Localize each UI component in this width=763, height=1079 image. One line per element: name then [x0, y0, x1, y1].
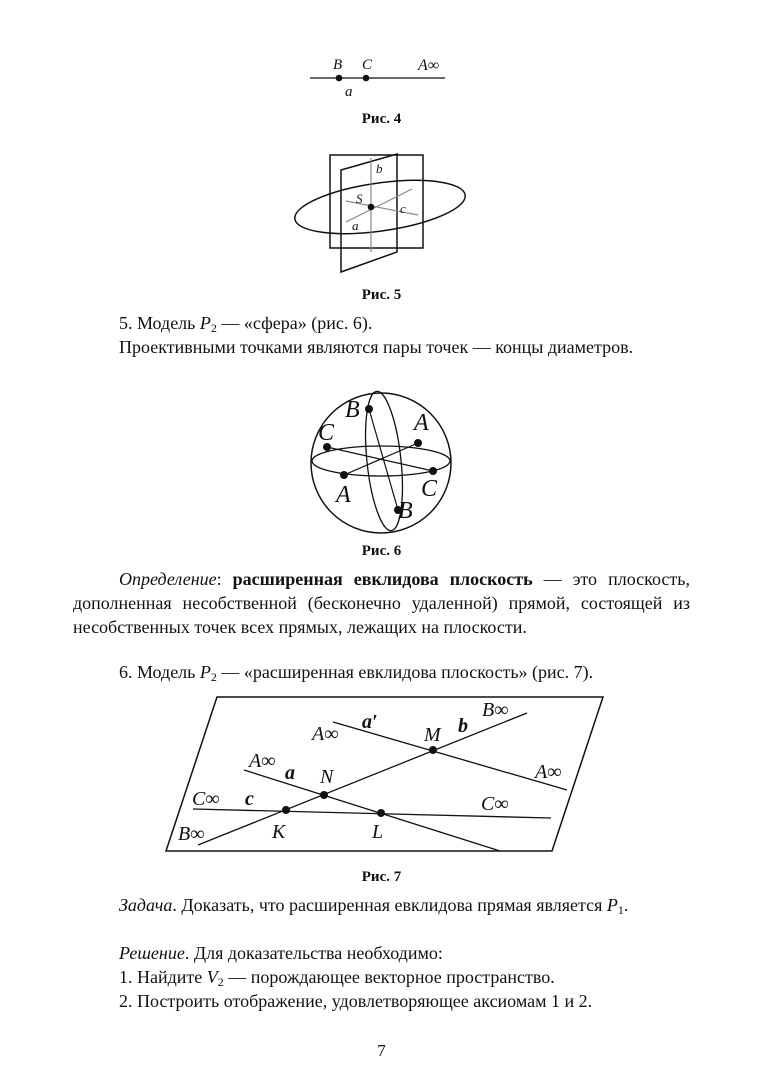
point-M — [429, 746, 437, 754]
label-B-inf-bottom: B∞ — [178, 823, 205, 845]
label-B: B — [333, 57, 343, 73]
label-S: S — [356, 191, 363, 206]
label-N: N — [320, 766, 334, 788]
label-C-left: C — [318, 420, 335, 446]
label-C-right: C — [421, 476, 438, 502]
label-A-infinity: A∞ — [418, 57, 440, 74]
label-b-fig7: b — [458, 715, 468, 737]
label-C: C — [362, 57, 373, 73]
label-A-inf-right: A∞ — [535, 761, 562, 783]
label-A-top: A — [414, 410, 429, 436]
section5-text: Проективными точками являются пары точек — концы диаметров. — [119, 337, 634, 357]
label-B-top: B — [345, 397, 360, 423]
label-K: K — [272, 821, 286, 843]
page-number: 7 — [377, 1041, 386, 1060]
label-c-fig7: c — [245, 788, 254, 810]
label-B-inf-top: B∞ — [482, 699, 509, 721]
label-a-fig7: a — [285, 762, 295, 784]
label-b: b — [376, 161, 383, 176]
point-K — [282, 806, 290, 814]
label-A-inf-top: A∞ — [312, 723, 339, 745]
caption-fig5: Рис. 5 — [361, 287, 402, 303]
label-L: L — [372, 821, 384, 843]
label-C-inf-right: C∞ — [481, 793, 509, 815]
caption-fig6: Рис. 6 — [361, 543, 402, 559]
label-a-fig5: a — [352, 218, 359, 233]
definition-paragraph: Определение: расширенная евклидова плоскость — это плоскость, дополненная несобственной (бесконечно удаленной) прямой, состоящей из несобственных точек всех прямых, лежащих на плоскости. — [73, 569, 690, 637]
label-A-bottom: A — [336, 482, 351, 508]
solution-step-1: 1. Найдите $V_2$ — порождающее векторное пространство. — [119, 967, 555, 989]
caption-fig7: Рис. 7 — [361, 869, 402, 885]
label-a-prime: a′ — [362, 711, 378, 733]
solution-step-2: 2. Построить отображение, удовлетворяющее аксиомам 1 и 2. — [119, 991, 593, 1011]
caption-fig4: Рис. 4 — [361, 111, 402, 127]
solution-paragraph: Решение. Для доказательства необходимо: — [119, 943, 443, 963]
label-M: M — [424, 724, 441, 746]
point-N — [320, 791, 328, 799]
point-L — [377, 809, 385, 817]
label-a: a — [345, 84, 353, 100]
label-c: c — [400, 201, 406, 216]
section6-heading: 6. Модель $P_2$ — «расширенная евклидова плоскость» (рис. 7). — [119, 662, 594, 684]
task-paragraph: Задача. Доказать, что расширенная евклидова прямая является $P_1$. — [119, 895, 629, 917]
label-C-inf-left: C∞ — [192, 788, 220, 810]
label-B-bottom: B — [398, 498, 413, 524]
label-A-inf-left: A∞ — [249, 750, 276, 772]
section5-heading: 5. Модель $P_2$ — «сфера» (рис. 6). — [119, 313, 373, 335]
